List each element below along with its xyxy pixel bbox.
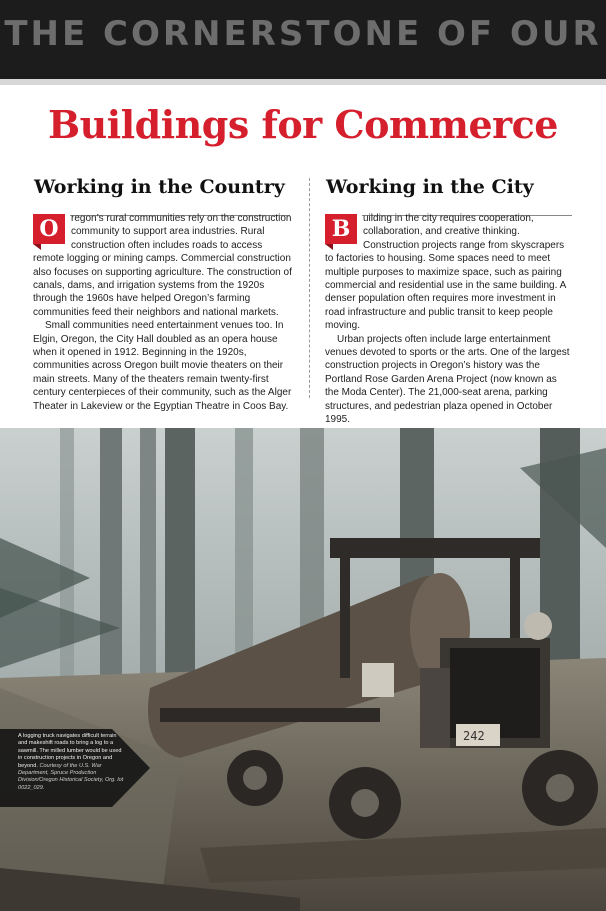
column-divider xyxy=(309,178,310,398)
license-plate-number: 242 xyxy=(463,729,485,743)
right-paragraph-1-text: uilding in the city requires cooperation, collaboration, and creative thinking. Construction projects range from skyscrapers to factories to housing. Some spaces need to meet multiple purposes to maximize space, such as pairing commercial and residential use in the same building. A denser population often requires more investment in road infrastructure and public transit to keep people moving. xyxy=(325,213,566,332)
left-paragraph-1-text: regon’s rural communities rely on the construction community to support area industries. Rural construction often includes roads to access remote logging or mining camps. Commercial construction also focuses on supporting agriculture. The construction of canals, dams, and irrigation systems from the 1920s through the 1960s have helped Oregon’s farming communities feed their neighbors and national markets. xyxy=(33,213,292,318)
right-dropcap: B xyxy=(325,214,357,244)
left-dropcap: O xyxy=(33,214,65,244)
photo-caption xyxy=(18,733,126,792)
left-paragraph-2: Small communities need entertainment venues too. In Elgin, Oregon, the City Hall doubled as an opera house when it opened in 1912. Beginning in the 1920s, communities across Oregon built movie theaters on their main streets. Many of the theaters remain twenty-first century centerpieces of their community, such as the Alger Theater in Lakeview or the Egyptian Theatre in Coos Bay. xyxy=(33,320,292,412)
logging-truck-photo xyxy=(0,428,606,911)
right-column-title: Working in the City xyxy=(326,176,534,198)
left-column-body xyxy=(33,212,295,413)
right-column-body xyxy=(325,212,571,427)
right-paragraph-1 xyxy=(325,212,571,333)
right-paragraph-2: Urban projects often include large entertainment venues devoted to sports or the arts. One of the largest construction projects in Oregon’s history was the Portland Rose Garden Arena Project (now known as the Moda Center). The 21,000-seat arena, parking structures, and pedestrian plaza opened in October 1995. xyxy=(325,333,570,426)
top-banner xyxy=(0,0,606,79)
left-paragraph-1 xyxy=(33,212,295,319)
photo-caption-text: A logging truck navigates difficult terrain and makeshift roads to bring a log to a sawmill. The milled lumber would be used in construction projects in Oregon and beyond. xyxy=(18,733,122,769)
left-column-title: Working in the Country xyxy=(34,176,285,198)
photo-credit: Courtesy of the U.S. War Department, Spruce Production Division/Oregon Historical Society, Org. lot 0022_029. xyxy=(18,762,124,791)
banner-title: THE CORNERSTONE OF OUR xyxy=(4,14,602,54)
banner-underline xyxy=(0,79,606,85)
page-headline: Buildings for Commerce xyxy=(48,102,558,147)
